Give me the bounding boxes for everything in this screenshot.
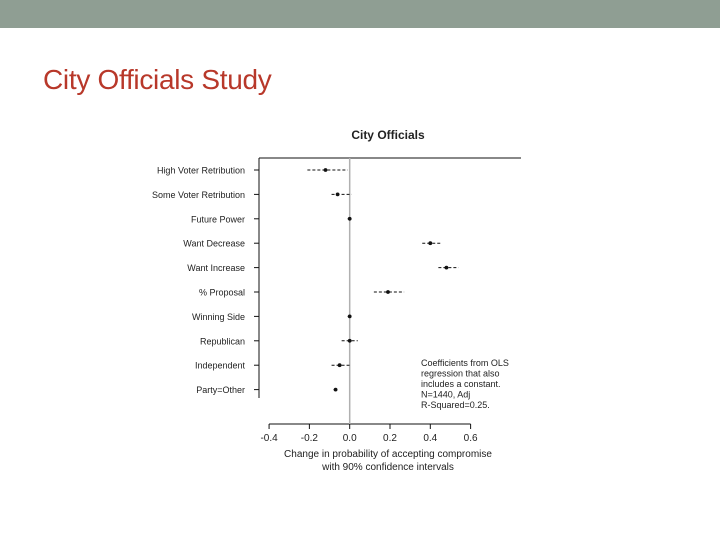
x-tick-label: -0.4 — [260, 433, 278, 444]
x-tick-label: 0.0 — [342, 433, 357, 444]
y-tick-label: Winning Side — [191, 311, 245, 322]
annotation-line: R-Squared=0.25. — [421, 400, 490, 410]
coefficient-point — [428, 241, 432, 245]
x-tick-label: 0.4 — [423, 433, 438, 444]
coefficient-point — [348, 315, 352, 319]
x-axis-label: Change in probability of accepting compromise — [284, 449, 492, 460]
annotation-line: regression that also — [421, 368, 500, 379]
y-tick-label: Independent — [194, 360, 245, 371]
y-tick-label: Party=Other — [196, 385, 245, 396]
annotation-line: N=1440, Adj — [421, 389, 471, 400]
coefficient-point — [445, 266, 449, 270]
model-annotation — [421, 358, 509, 410]
y-tick-label: Want Decrease — [183, 238, 245, 249]
y-tick-label: % Proposal — [198, 287, 245, 298]
x-tick-label: -0.2 — [300, 433, 319, 444]
coefficient-point — [334, 388, 338, 392]
coefficient-point — [336, 193, 340, 197]
y-tick-label: High Voter Retribution — [156, 165, 245, 176]
coefficient-point — [348, 217, 352, 221]
y-tick-label: Want Increase — [187, 263, 245, 274]
coefficient-point — [348, 339, 352, 343]
x-tick-label: 0.2 — [383, 433, 397, 444]
x-tick-label: 0.6 — [463, 433, 478, 444]
annotation-line: Coefficients from OLS — [421, 358, 509, 368]
coefficient-point — [338, 363, 342, 367]
slide-title: City Officials Study — [43, 64, 272, 95]
y-tick-label: Some Voter Retribution — [151, 189, 245, 200]
coefficient-point — [324, 168, 328, 172]
y-tick-label: Future Power — [190, 214, 245, 225]
coefficient-point — [386, 290, 390, 294]
x-axis-label-line2: with 90% confidence intervals — [322, 462, 454, 473]
chart-title: City Officials — [351, 128, 425, 142]
y-tick-label: Republican — [199, 336, 245, 347]
annotation-line: includes a constant. — [421, 379, 501, 389]
